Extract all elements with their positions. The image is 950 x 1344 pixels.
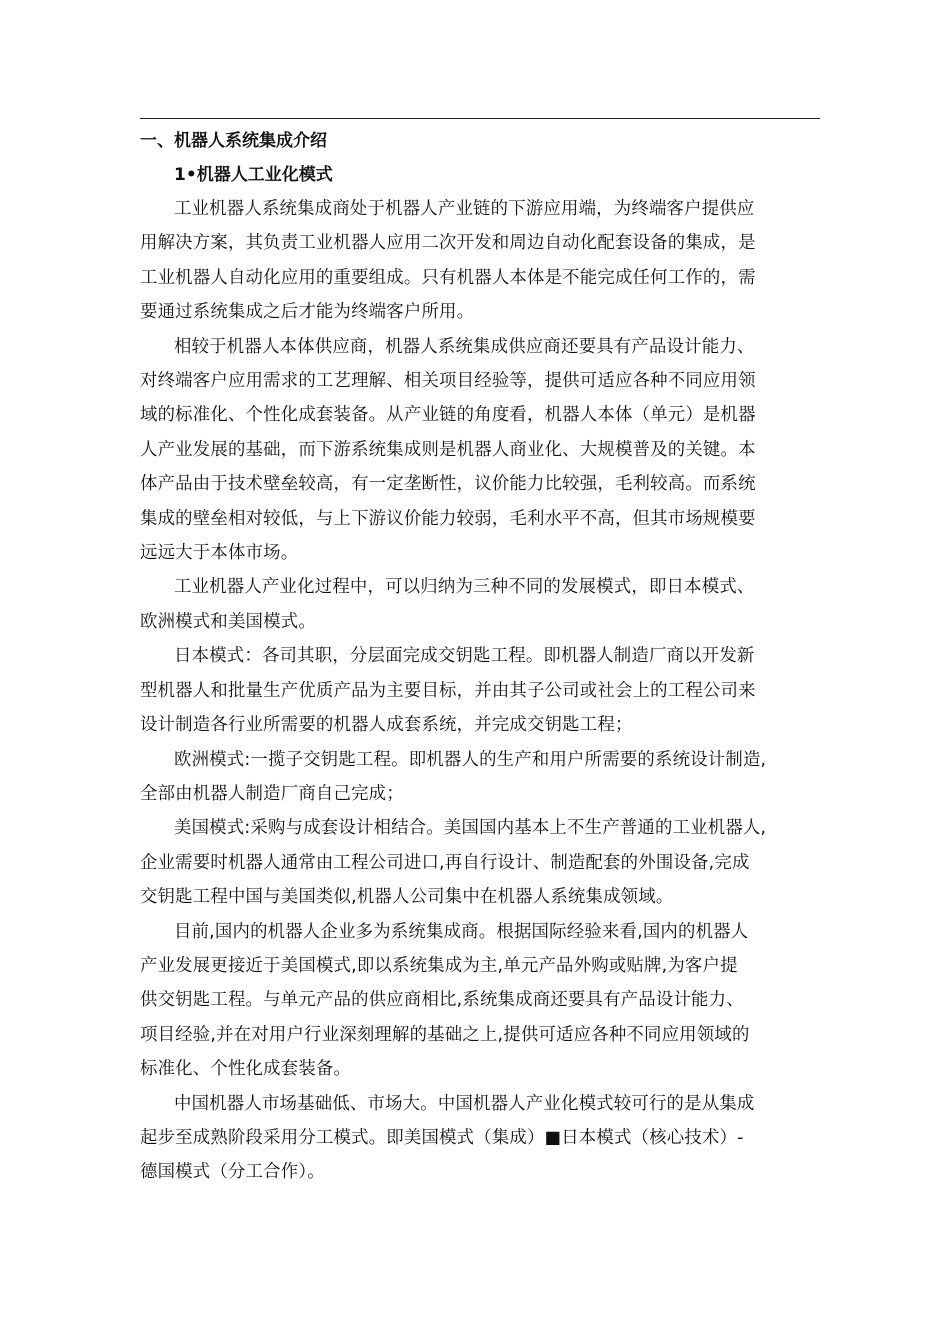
text-line: 域的标准化、个性化成套装备。从产业链的角度看，机器人本体（单元）是机器	[140, 405, 756, 426]
text-line: 起步至成熟阶段采用分工模式。即美国模式（集成）■日本模式（核心技术）-	[140, 1127, 744, 1148]
text-line: 欧洲模式和美国模式。	[140, 611, 316, 632]
text-line: 设计制造各行业所需要的机器人成套系统，并完成交钥匙工程；	[140, 715, 633, 736]
text-line: 企业需要时机器人通常由工程公司进口,再自行设计、制造配套的外围设备,完成	[140, 852, 750, 873]
subsection-heading: 1•机器人工业化模式	[174, 165, 333, 185]
text-line: 产业发展更接近于美国模式,即以系统集成为主,单元产品外购或贴牌,为客户提	[140, 955, 738, 976]
text-line: 工业机器人产业化过程中，可以归纳为三种不同的发展模式，即日本模式、	[174, 577, 755, 598]
text-line: 供交钥匙工程。与单元产品的供应商相比,系统集成商还要具有产品设计能力、	[140, 990, 744, 1011]
text-line: 交钥匙工程中国与美国类似,机器人公司集中在机器人系统集成领域。	[140, 887, 674, 908]
text-line: 工业机器人自动化应用的重要组成。只有机器人本体是不能完成任何工作的，需	[140, 267, 756, 288]
text-line: 工业机器人系统集成商处于机器人产业链的下游应用端，为终端客户提供应	[174, 199, 755, 219]
document-body	[140, 124, 820, 1190]
text-line: 相较于机器人本体供应商，机器人系统集成供应商还要具有产品设计能力、	[174, 336, 755, 357]
header-rule	[140, 118, 820, 119]
text-line: 目前,国内的机器人企业多为系统集成商。根据国际经验来看,国内的机器人	[174, 921, 749, 942]
text-line: 美国模式:采购与成套设计相结合。美国国内基本上不生产普通的工业机器人,	[174, 818, 767, 839]
text-line: 项目经验,并在对用户行业深刻理解的基础之上,提供可适应各种不同应用领域的	[140, 1024, 750, 1045]
text-line: 用解决方案，其负责工业机器人应用二次开发和周边自动化配套设备的集成，是	[140, 233, 756, 254]
paragraph-8	[140, 1087, 820, 1190]
text-line: 对终端客户应用需求的工艺理解、相关项目经验等，提供可适应各种不同应用领	[140, 371, 756, 392]
text-line: 中国机器人市场基础低、市场大。中国机器人产业化模式较可行的是从集成	[174, 1093, 755, 1114]
paragraph-1	[140, 192, 820, 330]
text-line: 型机器人和批量生产优质产品为主要目标，并由其子公司或社会上的工程公司来	[140, 680, 756, 701]
text-line: 欧洲模式:一揽子交钥匙工程。即机器人的生产和用户所需要的系统设计制造,	[174, 749, 767, 770]
text-line: 标准化、个性化成套装备。	[140, 1059, 352, 1080]
paragraph-6	[140, 811, 820, 914]
paragraph-4	[140, 639, 820, 742]
text-line: 集成的壁垒相对较低，与上下游议价能力较弱，毛利水平不高，但其市场规模要	[140, 508, 756, 529]
paragraph-2	[140, 330, 820, 571]
paragraph-3	[140, 570, 820, 639]
text-line: 人产业发展的基础，而下游系统集成则是机器人商业化、大规模普及的关键。本	[140, 439, 756, 460]
paragraph-5	[140, 743, 820, 812]
text-line: 全部由机器人制造厂商自己完成；	[140, 783, 404, 804]
text-line: 德国模式（分工合作）。	[140, 1162, 325, 1183]
text-line: 远远大于本体市场。	[140, 543, 299, 564]
paragraph-7	[140, 915, 820, 1087]
text-line: 体产品由于技术壁垒较高，有一定垄断性，议价能力比较强，毛利较高。而系统	[140, 474, 756, 495]
text-line: 日本模式：各司其职，分层面完成交钥匙工程。即机器人制造厂商以开发新	[174, 646, 755, 667]
text-line: 要通过系统集成之后才能为终端客户所用。	[140, 302, 475, 323]
section-heading: 一、机器人系统集成介绍	[140, 131, 327, 151]
